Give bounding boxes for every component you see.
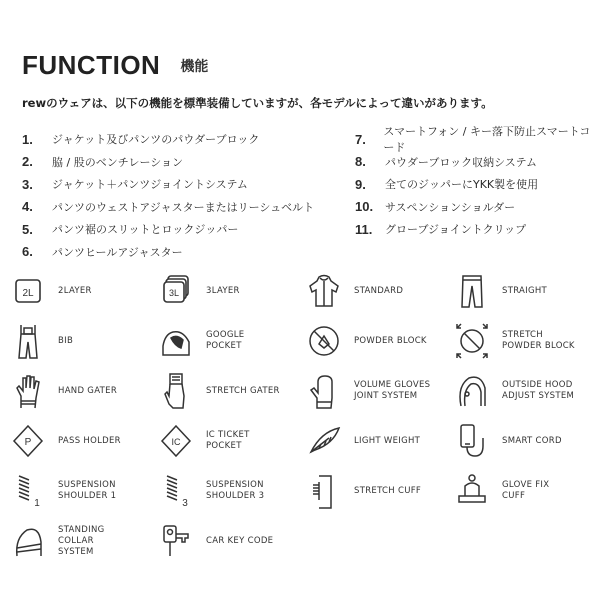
function-item — [355, 125, 600, 155]
svg-text:P: P — [24, 437, 32, 448]
function-text: 全てのジッパーにYKK製を使用 — [385, 178, 539, 192]
svg-text:2L: 2L — [22, 288, 34, 299]
feature-icon-grid — [10, 268, 600, 568]
function-list-left — [22, 128, 314, 263]
standard-jacket-icon — [306, 271, 342, 311]
function-text: ジャケット＋パンツジョイントシステム — [52, 178, 248, 192]
stretch-gater-icon — [158, 371, 194, 411]
function-number: 2. — [22, 154, 33, 170]
svg-text:3L: 3L — [168, 288, 180, 298]
feature-label: 2LAYER — [58, 285, 92, 296]
svg-text:IC: IC — [171, 437, 181, 447]
feature-volume-gloves — [306, 368, 454, 414]
intro-text: rewのウェアは、以下の機能を標準装備していますが、各モデルによって違いがあります。 — [22, 96, 493, 110]
function-text: スマートフォン / キー落下防止スマートコード — [383, 125, 591, 155]
header — [22, 50, 208, 81]
feature-powder-block — [306, 318, 454, 364]
feature-stretch-cuff — [306, 468, 454, 514]
function-item — [22, 173, 314, 196]
feature-smart-cord — [454, 418, 600, 464]
hand-gater-icon — [10, 371, 46, 411]
feature-label: 3LAYER — [206, 285, 240, 296]
standing-collar-icon — [10, 521, 46, 561]
straight-pants-icon — [454, 271, 490, 311]
function-number: 11. — [355, 221, 373, 237]
feature-label: STRETCH CUFF — [354, 485, 422, 496]
function-text: サスペンションショルダー — [385, 200, 516, 214]
feature-label: OUTSIDE HOOD ADJUST SYSTEM — [502, 380, 575, 401]
stretch-cuff-icon — [306, 471, 342, 511]
function-item — [22, 241, 314, 264]
feature-label: SMART CORD — [502, 435, 562, 446]
function-text: 脇 / 股のベンチレーション — [52, 155, 184, 169]
feature-label: SUSPENSION SHOULDER 3 — [206, 480, 265, 501]
function-item — [22, 151, 314, 174]
pass-holder-icon — [10, 421, 46, 461]
feature-label: STRETCH GATER — [206, 385, 280, 396]
function-number: 4. — [22, 199, 33, 215]
feature-hood-adjust — [454, 368, 600, 414]
function-number: 3. — [22, 176, 33, 192]
feature-label: SUSPENSION SHOULDER 1 — [58, 480, 117, 501]
feature-suspension-1 — [10, 468, 158, 514]
feature-light-weight — [306, 418, 454, 464]
two-layer-icon — [10, 271, 46, 311]
feature-label: STRAIGHT — [502, 285, 548, 296]
feature-label: STANDING COLLAR SYSTEM — [58, 524, 105, 557]
function-number: 6. — [22, 244, 33, 260]
feature-goggle-pocket — [158, 318, 306, 364]
feather-icon — [306, 421, 342, 461]
feature-label: POWDER BLOCK — [354, 335, 427, 346]
function-text: パンツのウェストアジャスターまたはリーシュベルト — [52, 200, 315, 214]
function-item — [22, 196, 314, 219]
feature-label: CAR KEY CODE — [206, 535, 274, 546]
function-number: 1. — [22, 131, 33, 147]
feature-label: STRETCH POWDER BLOCK — [502, 330, 575, 351]
feature-label: HAND GATER — [58, 385, 118, 396]
svg-text:3: 3 — [182, 498, 188, 509]
function-item — [355, 196, 600, 219]
feature-label: VOLUME GLOVES JOINT SYSTEM — [354, 380, 431, 401]
bib-icon — [10, 321, 46, 361]
function-number: 9. — [355, 176, 366, 192]
three-layer-icon — [158, 271, 194, 311]
feature-label: LIGHT WEIGHT — [354, 435, 421, 446]
goggle-pocket-icon — [158, 321, 194, 361]
feature-hand-gater — [10, 368, 158, 414]
page-title: FUNCTION — [22, 50, 161, 80]
function-number: 8. — [355, 154, 366, 170]
feature-suspension-3 — [158, 468, 306, 514]
function-text: パンツヒールアジャスター — [52, 245, 183, 259]
stretch-powder-block-icon — [454, 321, 490, 361]
suspension-3-icon — [158, 471, 194, 511]
feature-label: STANDARD — [354, 285, 404, 296]
function-number: 5. — [22, 221, 33, 237]
function-number: 10. — [355, 199, 374, 215]
function-item — [22, 218, 314, 241]
feature-straight — [454, 268, 600, 314]
function-list-right — [355, 125, 600, 241]
svg-text:1: 1 — [34, 498, 40, 509]
function-text: パウダーブロック収納システム — [385, 155, 538, 169]
feature-glove-fix-cuff — [454, 468, 600, 514]
feature-bib — [10, 318, 158, 364]
feature-label: BIB — [58, 335, 74, 346]
feature-standard — [306, 268, 454, 314]
smart-cord-icon — [454, 421, 490, 461]
volume-gloves-icon — [306, 371, 342, 411]
feature-label: PASS HOLDER — [58, 435, 121, 446]
hood-adjust-icon — [454, 371, 490, 411]
feature-3layer — [158, 268, 306, 314]
ic-ticket-icon — [158, 421, 194, 461]
feature-label: GOOGLE POCKET — [206, 330, 245, 351]
function-item — [22, 128, 314, 151]
feature-label: GLOVE FIX CUFF — [502, 480, 550, 501]
function-text: パンツ裾のスリットとロックジッパー — [52, 223, 239, 237]
feature-label: IC TICKET POCKET — [206, 430, 250, 451]
function-text: ジャケット及びパンツのパウダーブロック — [52, 133, 260, 147]
function-item — [355, 173, 600, 196]
function-text: グローブジョイントクリップ — [385, 223, 527, 237]
feature-stretch-gater — [158, 368, 306, 414]
page-subtitle: 機能 — [180, 58, 209, 75]
feature-2layer — [10, 268, 158, 314]
feature-stretch-powder-block — [454, 318, 600, 364]
feature-car-key-code — [158, 518, 306, 564]
feature-pass-holder — [10, 418, 158, 464]
glove-fix-icon — [454, 471, 490, 511]
feature-ic-ticket — [158, 418, 306, 464]
powder-block-icon — [306, 321, 342, 361]
car-key-icon — [158, 521, 194, 561]
function-item — [355, 218, 600, 241]
feature-standing-collar — [10, 518, 158, 564]
function-number: 7. — [355, 131, 366, 147]
suspension-1-icon — [10, 471, 46, 511]
